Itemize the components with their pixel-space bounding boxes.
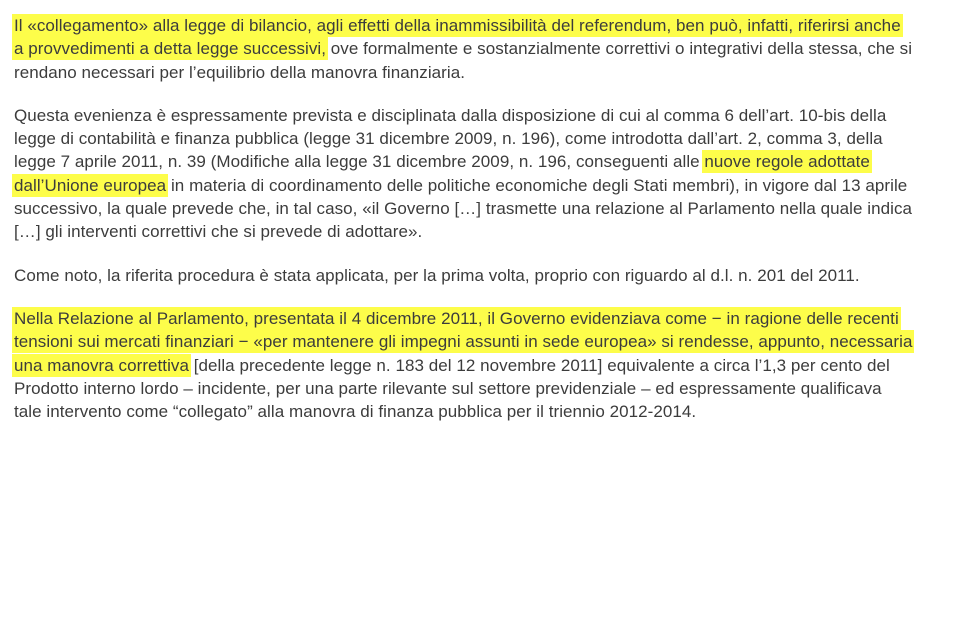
body-text: Come noto, la riferita procedura è stata applicata, per la prima volta, proprio con riguardo al d.l. n. 201 del 2011. [14, 265, 860, 285]
highlighted-text: Nella Relazione al Parlamento, presentata il 4 dicembre 2011, il Governo evidenziava come − in ragione delle recenti tensioni sui mercati finanziari − «per mantenere gli impegni assunti in sede europea» si rendesse, appunto, necessaria una manovra correttiva [14, 308, 913, 375]
highlighted-text: Il «collegamento» alla legge di bilancio, agli effetti della inammissibilità del referendum, ben può, infatti, riferirsi anche a provvedimenti a detta legge successivi, [14, 16, 901, 59]
paragraph-4 [14, 307, 914, 423]
body-text: [della precedente legge n. 183 del 12 novembre 2011] equivalente a circa l’1,3 per cento del Prodotto interno lordo – incidente, per una parte rilevante sul settore previdenziale – ed espressamente qualificava tale intervento come “collegato” alla manovra di finanza pubblica per il triennio 2012-2014. [14, 355, 890, 422]
document-body [14, 14, 914, 443]
paragraph-3 [14, 264, 914, 287]
body-text: in materia di coordinamento delle politiche economiche degli Stati membri), in vigore dal 13 aprile successivo, la quale prevede che, in tal caso, «il Governo […] trasmette una relazione al Parlamento nella quale indica […] gli interventi correttivi che si prevede di adottare». [14, 175, 913, 242]
paragraph-2 [14, 104, 914, 244]
highlighted-text: nuove regole adottate dall’Unione europea [14, 152, 870, 195]
paragraph-1 [14, 14, 914, 84]
body-text: ove formalmente e sostanzialmente correttivi o integrativi della stessa, che si rendano necessari per l’equilibrio della manovra finanziaria. [14, 39, 913, 82]
body-text: Questa evenienza è espressamente prevista e disciplinata dalla disposizione di cui al comma 6 dell’art. 10-bis della legge di contabilità e finanza pubblica (legge 31 dicembre 2009, n. 196), come introdotta dall’art. 2, comma 3, della legge 7 aprile 2011, n. 39 (Modifiche alla legge 31 dicembre 2009, n. 196, conseguenti alle [14, 105, 887, 172]
